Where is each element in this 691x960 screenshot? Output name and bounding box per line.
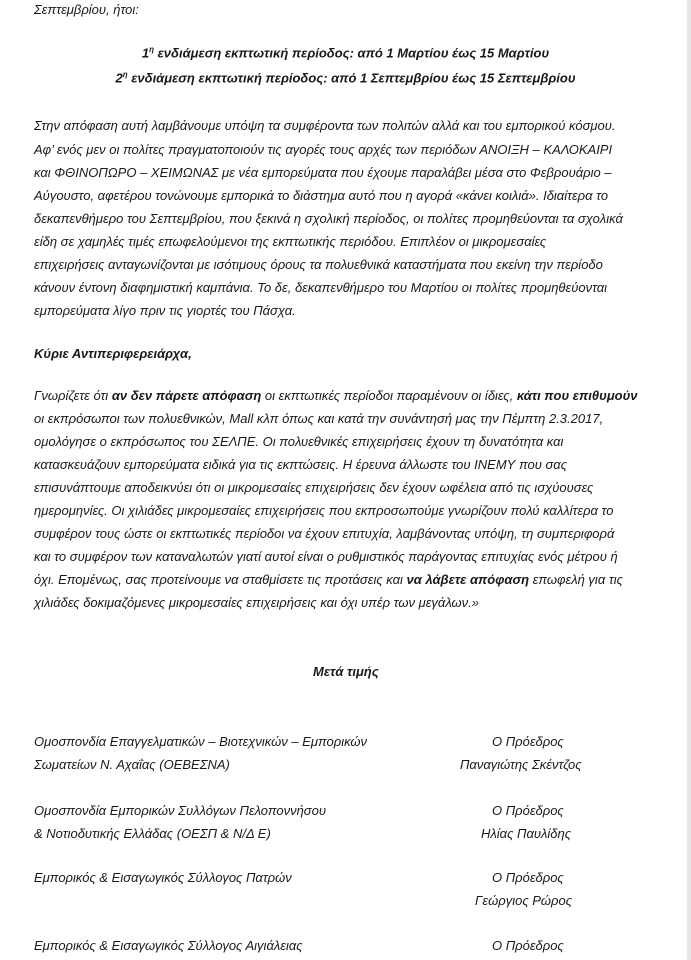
p1-line: Στην απόφαση αυτή λαμβάνουμε υπόψη τα συμφέροντα των πολιτών αλλά και του εμπορικού κόσμου.	[34, 118, 616, 133]
signatory-org-line: Ομοσπονδία Εμπορικών Συλλόγων Πελοποννήσου	[34, 803, 327, 818]
p1-line: Αφ’ ενός μεν οι πολίτες πραγματοποιούν τις αγορές τους αρχές των περιόδων ΑΝΟΙΞΗ – ΚΑΛΟΚΑΙΡΙ	[34, 142, 613, 157]
p2-line: και το συμφέρον των καταναλωτών γιατί αυτοί είναι ο ρυθμιστικός παράγοντας επιτυχίας ενός μέτρου ή	[34, 549, 618, 564]
signatory-role: Ο Πρόεδρος	[492, 938, 564, 953]
signatory-org-line: Ομοσπονδία Επαγγελματικών – Βιοτεχνικών – Εμπορικών	[34, 734, 368, 749]
p2-text: οι εκπτωτικές περίοδοι παραμένουν οι ίδιες,	[261, 388, 517, 403]
p2-line: χιλιάδες δοκιμαζόμενες μικρομεσαίες επιχειρήσεις και όχι υπέρ των μεγάλων.»	[34, 595, 480, 610]
signatory-org-line: & Νοτιοδυτικής Ελλάδας (ΟΕΣΠ & Ν/Δ Ε)	[34, 826, 271, 841]
p2-emphasis: αν δεν πάρετε απόφαση	[111, 388, 262, 403]
period-2	[0, 70, 691, 85]
signatory-org-line: Εμπορικός & Εισαγωγικός Σύλλογος Πατρών	[34, 870, 292, 885]
period-1-sup: η	[149, 45, 154, 54]
period-1-text: ενδιάμεση εκπτωτική περίοδος: από 1 Μαρτίου έως 15 Μαρτίου	[153, 45, 550, 61]
p2-emphasis: κάτι που επιθυμούν	[516, 388, 638, 403]
p1-line: και ΦΘΙΝΟΠΩΡΟ – ΧΕΙΜΩΝΑΣ με νέα εμπορεύματα που έχουμε παραλάβει μέσα στο Φεβρουάριο –	[34, 165, 612, 180]
p2-line: οι εκπρόσωποι των πολυεθνικών, Mall κλπ όπως και κατά την συνάντησή μας την Πέμπτη 2.3.2017,	[34, 411, 604, 426]
period-1-num: 1	[141, 45, 150, 61]
p2-line-9	[34, 572, 623, 587]
period-1	[0, 45, 691, 60]
signatory-name: Παναγιώτης Σκέντζος	[460, 757, 582, 772]
period-2-text: ενδιάμεση εκπτωτική περίοδος: από 1 Σεπτεμβρίου έως 15 Σεπτεμβρίου	[127, 70, 576, 86]
p1-line: επιχειρήσεις ανταγωνίζονται με ισότιμους όρους τα πολυεθνικά καταστήματα που εκείνη την περίοδο	[34, 257, 603, 272]
salutation: Κύριε Αντιπεριφερειάρχα,	[34, 346, 192, 361]
p1-line: είδη σε χαμηλές τιμές επωφελούμενοι της εκπτωτικής περιόδου. Επιπλέον οι μικρομεσαίες	[34, 234, 547, 249]
p2-line: συμφέρον τους ώστε οι εκπτωτικές περίοδοι να έχουν επιτυχία, λαμβάνοντας υπόψη, τη συμπεριφορά	[34, 526, 615, 541]
p1-line: εμπορεύματα λίγο πριν τις γιορτές του Πάσχα.	[34, 303, 296, 318]
p1-line: κάνουν έντονη διαφημιστική καμπάνια. Το δε, δεκαπενθήμερο του Μαρτίου οι πολίτες προμηθεύονται	[34, 280, 608, 295]
p2-line: κατασκευάζουν εμπορεύματα ειδικά για τις εκπτώσεις. Η έρευνα άλλωστε του ΙΝΕΜΥ που σας	[34, 457, 568, 472]
signatory-role: Ο Πρόεδρος	[492, 803, 564, 818]
p2-line-1	[34, 388, 638, 403]
signatory-role: Ο Πρόεδρος	[492, 870, 564, 885]
p2-text: επωφελή για τις	[529, 572, 623, 587]
top-line: Σεπτεμβρίου, ήτοι:	[34, 2, 139, 17]
signatory-role: Ο Πρόεδρος	[492, 734, 564, 749]
p2-text: όχι. Επομένως, σας προτείνουμε να σταθμίσετε τις προτάσεις και	[34, 572, 407, 587]
p2-line: ημερομηνίες. Οι χιλιάδες μικρομεσαίες επιχειρήσεις που εκπροσωπούμε γνωρίζουν πολύ καλλίτερα το	[34, 503, 614, 518]
signatory-org-line: Εμπορικός & Εισαγωγικός Σύλλογος Αιγιάλειας	[34, 938, 303, 953]
p2-emphasis: να λάβετε απόφαση	[406, 572, 530, 587]
p2-line: ομολόγησε ο εκπρόσωπος του ΣΕΛΠΕ. Οι πολυεθνικές επιχειρήσεις έχουν τη δυνατότητα και	[34, 434, 564, 449]
p2-line: επισυνάπτουμε αποδεικνύει ότι οι μικρομεσαίες επιχειρήσεις δεν έχουν ωφέλεια από τις ισχύουσες	[34, 480, 594, 495]
period-2-sup: η	[122, 70, 128, 79]
signatory-name: Γεώργιος Ρώρος	[475, 893, 573, 908]
closing: Μετά τιμής	[313, 664, 379, 679]
period-2-num: 2	[115, 70, 123, 86]
signatory-org-line: Σωματείων Ν. Αχαΐας (ΟΕΒΕΣΝΑ)	[34, 757, 230, 772]
page-edge	[687, 0, 691, 960]
signatory-name: Ηλίας Παυλίδης	[481, 826, 572, 841]
p1-line: Αύγουστο, αφετέρου τονώνουμε εμπορικά το διάστημα αυτό που η αγορά «κάνει κοιλιά». Ιδιαίτερα το	[34, 188, 609, 203]
p2-text: Γνωρίζετε ότι	[34, 388, 112, 403]
p1-line: δεκαπενθήμερο του Σεπτεμβρίου, που ξεκινά η σχολική περίοδος, οι πολίτες προμηθεύονται τα σχολικά	[34, 211, 623, 226]
